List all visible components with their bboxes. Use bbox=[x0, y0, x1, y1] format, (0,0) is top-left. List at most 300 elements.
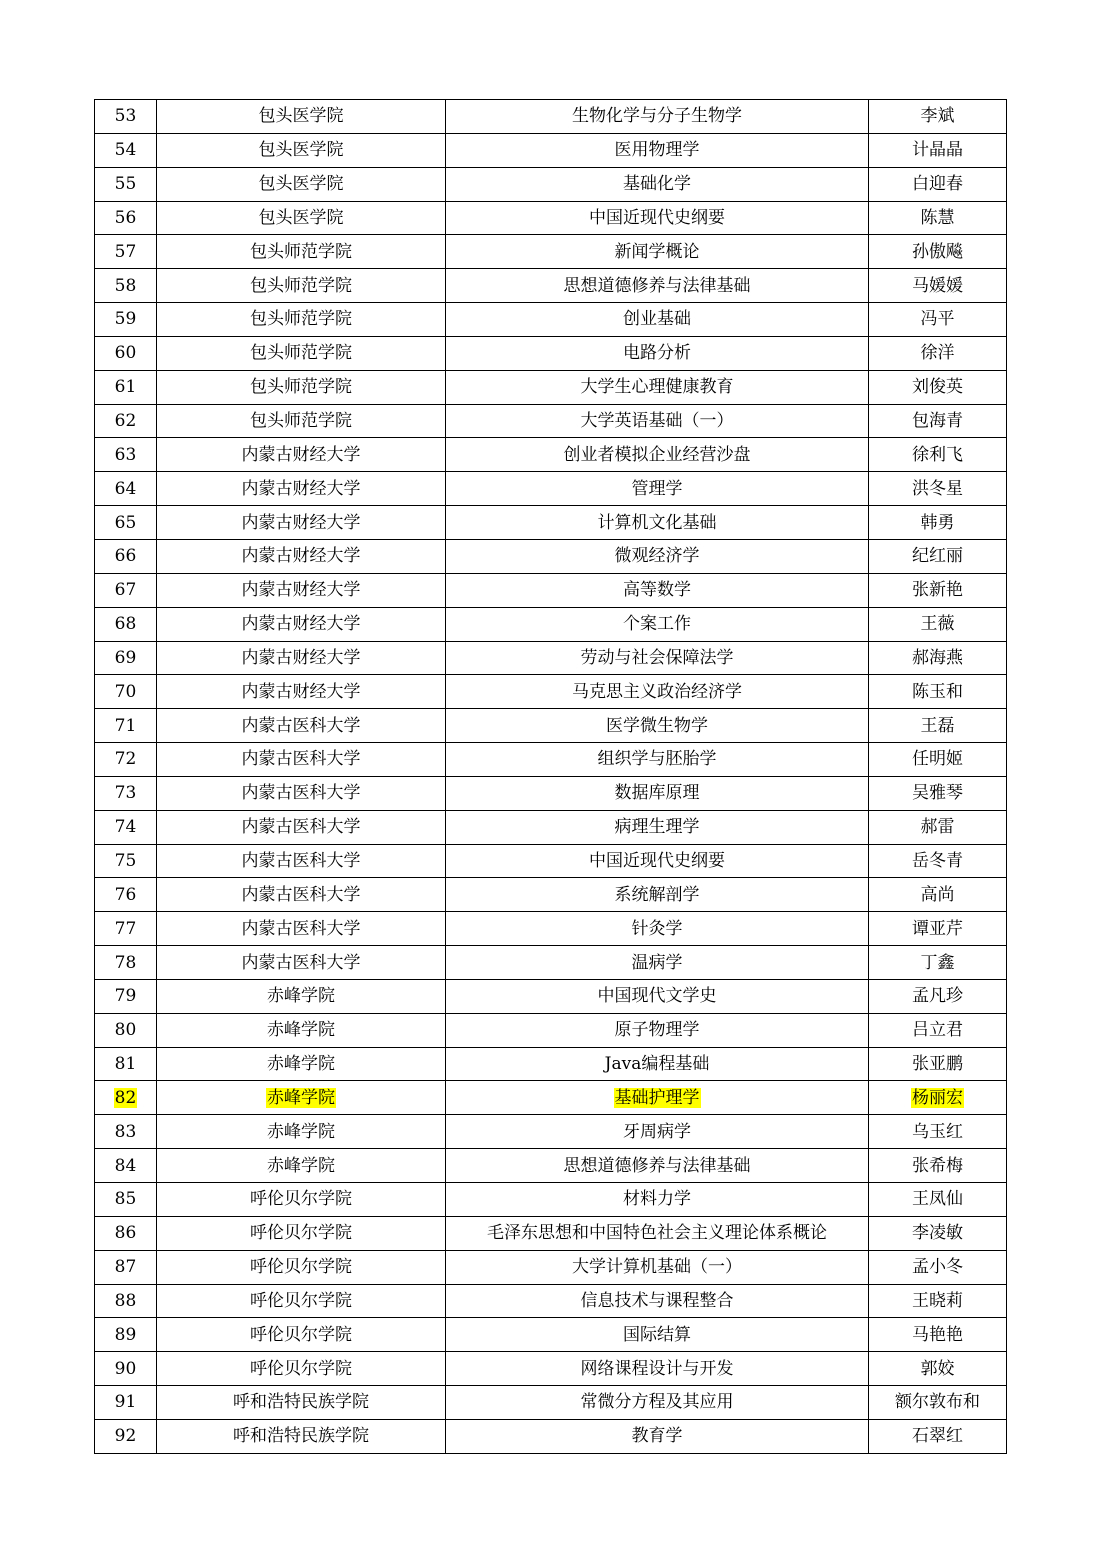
course-cell-text: 针灸学 bbox=[631, 918, 683, 939]
school-cell bbox=[157, 1352, 446, 1386]
school-cell-text: 呼伦贝尔学院 bbox=[250, 1223, 352, 1244]
school-cell-text: 内蒙古财经大学 bbox=[241, 546, 361, 567]
row-number-cell bbox=[95, 506, 157, 540]
row-number-cell bbox=[95, 810, 157, 844]
teacher-cell-text: 张新艳 bbox=[912, 580, 963, 601]
course-cell bbox=[446, 1216, 869, 1250]
school-cell-text: 呼伦贝尔学院 bbox=[250, 1257, 352, 1278]
school-cell bbox=[157, 167, 446, 201]
teacher-cell bbox=[869, 167, 1007, 201]
row-number-cell-text: 90 bbox=[114, 1358, 137, 1379]
row-number-cell-text: 78 bbox=[114, 952, 137, 973]
teacher-cell bbox=[869, 1352, 1007, 1386]
row-number-cell bbox=[95, 1149, 157, 1183]
teacher-cell-text: 包海青 bbox=[912, 411, 963, 432]
school-cell bbox=[157, 404, 446, 438]
school-cell bbox=[157, 776, 446, 810]
row-number-cell-text: 71 bbox=[114, 715, 137, 736]
teacher-cell bbox=[869, 641, 1007, 675]
teacher-cell bbox=[869, 133, 1007, 167]
table-row bbox=[95, 1183, 1007, 1217]
course-cell bbox=[446, 1183, 869, 1217]
course-cell bbox=[446, 1284, 869, 1318]
teacher-cell-text: 岳冬青 bbox=[912, 850, 963, 871]
course-cell bbox=[446, 641, 869, 675]
teacher-cell bbox=[869, 573, 1007, 607]
course-cell bbox=[446, 573, 869, 607]
course-cell bbox=[446, 472, 869, 506]
course-cell-text: 温病学 bbox=[631, 952, 683, 973]
row-number-cell bbox=[95, 1318, 157, 1352]
row-number-cell bbox=[95, 336, 157, 370]
teacher-cell bbox=[869, 370, 1007, 404]
course-cell bbox=[446, 1013, 869, 1047]
table-row bbox=[95, 607, 1007, 641]
course-cell bbox=[446, 336, 869, 370]
teacher-cell-text: 吕立君 bbox=[912, 1020, 963, 1041]
school-cell-text: 内蒙古财经大学 bbox=[241, 580, 361, 601]
school-cell bbox=[157, 133, 446, 167]
teacher-cell bbox=[869, 1183, 1007, 1217]
teacher-cell bbox=[869, 1216, 1007, 1250]
school-cell bbox=[157, 810, 446, 844]
teacher-cell bbox=[869, 404, 1007, 438]
teacher-cell-text: 张亚鹏 bbox=[912, 1054, 963, 1075]
course-cell bbox=[446, 1081, 869, 1115]
school-cell-text: 内蒙古医科大学 bbox=[241, 749, 361, 770]
course-cell bbox=[446, 1250, 869, 1284]
school-cell bbox=[157, 1081, 446, 1115]
school-cell-text: 内蒙古医科大学 bbox=[241, 918, 361, 939]
course-cell bbox=[446, 370, 869, 404]
teacher-cell bbox=[869, 844, 1007, 878]
table-body bbox=[95, 100, 1007, 1454]
row-number-cell-text: 82 bbox=[114, 1087, 137, 1108]
table-row bbox=[95, 776, 1007, 810]
course-cell-text: 新闻学概论 bbox=[614, 241, 700, 262]
course-cell-text: 管理学 bbox=[631, 478, 683, 499]
teacher-cell bbox=[869, 1115, 1007, 1149]
row-number-cell-text: 64 bbox=[114, 478, 137, 499]
course-cell bbox=[446, 709, 869, 743]
table-row bbox=[95, 100, 1007, 134]
school-cell-text: 呼伦贝尔学院 bbox=[250, 1358, 352, 1379]
school-cell-text: 呼伦贝尔学院 bbox=[250, 1189, 352, 1210]
course-cell-text: 牙周病学 bbox=[623, 1121, 691, 1142]
course-cell bbox=[446, 810, 869, 844]
course-cell-text: 马克思主义政治经济学 bbox=[572, 681, 742, 702]
row-number-cell bbox=[95, 1352, 157, 1386]
teacher-cell bbox=[869, 1013, 1007, 1047]
school-cell-text: 赤峰学院 bbox=[267, 1020, 335, 1041]
teacher-cell-text: 额尔敦布和 bbox=[895, 1392, 980, 1413]
school-cell-text: 内蒙古医科大学 bbox=[241, 850, 361, 871]
table-row bbox=[95, 912, 1007, 946]
row-number-cell bbox=[95, 675, 157, 709]
school-cell-text: 包头师范学院 bbox=[250, 411, 352, 432]
row-number-cell bbox=[95, 235, 157, 269]
table-row bbox=[95, 201, 1007, 235]
row-number-cell-text: 59 bbox=[114, 309, 137, 330]
school-cell bbox=[157, 1216, 446, 1250]
school-cell-text: 包头医学院 bbox=[258, 174, 344, 195]
teacher-cell bbox=[869, 100, 1007, 134]
table-row bbox=[95, 336, 1007, 370]
course-cell bbox=[446, 1419, 869, 1453]
school-cell bbox=[157, 844, 446, 878]
teacher-cell-text: 韩勇 bbox=[920, 512, 955, 533]
row-number-cell bbox=[95, 1013, 157, 1047]
course-cell bbox=[446, 776, 869, 810]
row-number-cell bbox=[95, 133, 157, 167]
teacher-cell bbox=[869, 1149, 1007, 1183]
school-cell bbox=[157, 1047, 446, 1081]
course-cell bbox=[446, 539, 869, 573]
school-cell-text: 内蒙古医科大学 bbox=[241, 715, 361, 736]
row-number-cell bbox=[95, 743, 157, 777]
teacher-cell-text: 张希梅 bbox=[912, 1155, 963, 1176]
row-number-cell-text: 60 bbox=[114, 343, 137, 364]
course-cell bbox=[446, 235, 869, 269]
teacher-cell-text: 孟小冬 bbox=[912, 1257, 963, 1278]
table-row bbox=[95, 946, 1007, 980]
school-cell-text: 包头医学院 bbox=[258, 140, 344, 161]
school-cell bbox=[157, 912, 446, 946]
course-cell-text: 高等数学 bbox=[623, 580, 691, 601]
row-number-cell bbox=[95, 100, 157, 134]
course-cell-text: 思想道德修养与法律基础 bbox=[563, 275, 751, 296]
teacher-cell bbox=[869, 776, 1007, 810]
school-cell bbox=[157, 743, 446, 777]
teacher-cell-text: 高尚 bbox=[920, 884, 955, 905]
teacher-cell-text: 孟凡珍 bbox=[912, 986, 963, 1007]
row-number-cell-text: 67 bbox=[114, 580, 137, 601]
school-cell bbox=[157, 472, 446, 506]
teacher-cell bbox=[869, 438, 1007, 472]
course-cell bbox=[446, 1318, 869, 1352]
table-row bbox=[95, 539, 1007, 573]
teacher-cell bbox=[869, 1250, 1007, 1284]
school-cell-text: 内蒙古财经大学 bbox=[241, 512, 361, 533]
row-number-cell bbox=[95, 201, 157, 235]
course-cell bbox=[446, 1047, 869, 1081]
course-cell bbox=[446, 1149, 869, 1183]
school-cell-text: 赤峰学院 bbox=[267, 1155, 335, 1176]
course-cell-text: Java编程基础 bbox=[604, 1054, 710, 1075]
course-cell-text: 常微分方程及其应用 bbox=[580, 1392, 734, 1413]
table-row bbox=[95, 1216, 1007, 1250]
teacher-cell-text: 马媛媛 bbox=[912, 275, 963, 296]
course-cell-text: 基础护理学 bbox=[614, 1087, 700, 1108]
school-cell-text: 内蒙古医科大学 bbox=[241, 884, 361, 905]
row-number-cell-text: 55 bbox=[114, 174, 137, 195]
school-cell bbox=[157, 1318, 446, 1352]
table-row bbox=[95, 1081, 1007, 1115]
teacher-cell bbox=[869, 709, 1007, 743]
course-cell-text: 网络课程设计与开发 bbox=[580, 1358, 734, 1379]
course-cell bbox=[446, 1352, 869, 1386]
course-cell-text: 组织学与胚胎学 bbox=[597, 749, 717, 770]
teacher-cell bbox=[869, 946, 1007, 980]
teacher-cell-text: 纪红丽 bbox=[912, 546, 963, 567]
school-cell-text: 包头医学院 bbox=[258, 207, 344, 228]
teacher-cell-text: 谭亚芹 bbox=[912, 918, 963, 939]
school-cell-text: 包头师范学院 bbox=[250, 377, 352, 398]
school-cell-text: 内蒙古医科大学 bbox=[241, 817, 361, 838]
row-number-cell bbox=[95, 844, 157, 878]
course-cell bbox=[446, 201, 869, 235]
teacher-cell-text: 杨丽宏 bbox=[912, 1087, 963, 1108]
school-cell-text: 内蒙古医科大学 bbox=[241, 952, 361, 973]
row-number-cell bbox=[95, 776, 157, 810]
teacher-cell bbox=[869, 878, 1007, 912]
course-cell-text: 毛泽东思想和中国特色社会主义理论体系概论 bbox=[487, 1223, 827, 1244]
school-cell-text: 呼和浩特民族学院 bbox=[233, 1392, 369, 1413]
course-cell-text: 原子物理学 bbox=[614, 1020, 700, 1041]
teacher-cell bbox=[869, 675, 1007, 709]
table-row bbox=[95, 573, 1007, 607]
school-cell bbox=[157, 506, 446, 540]
row-number-cell-text: 70 bbox=[114, 681, 137, 702]
school-cell-text: 内蒙古财经大学 bbox=[241, 681, 361, 702]
school-cell bbox=[157, 1386, 446, 1420]
table-row bbox=[95, 472, 1007, 506]
teacher-cell bbox=[869, 472, 1007, 506]
teacher-cell-text: 王凤仙 bbox=[912, 1189, 963, 1210]
row-number-cell-text: 77 bbox=[114, 918, 137, 939]
row-number-cell-text: 86 bbox=[114, 1223, 137, 1244]
row-number-cell bbox=[95, 539, 157, 573]
course-cell-text: 基础化学 bbox=[623, 174, 691, 195]
teacher-cell-text: 冯平 bbox=[920, 309, 955, 330]
course-cell bbox=[446, 878, 869, 912]
course-cell-text: 材料力学 bbox=[623, 1189, 691, 1210]
table-row bbox=[95, 979, 1007, 1013]
row-number-cell-text: 88 bbox=[114, 1290, 137, 1311]
table-row bbox=[95, 1149, 1007, 1183]
course-cell bbox=[446, 675, 869, 709]
course-cell bbox=[446, 1115, 869, 1149]
row-number-cell bbox=[95, 1115, 157, 1149]
table-row bbox=[95, 1386, 1007, 1420]
row-number-cell-text: 56 bbox=[114, 207, 137, 228]
row-number-cell-text: 62 bbox=[114, 411, 137, 432]
teacher-cell bbox=[869, 979, 1007, 1013]
school-cell bbox=[157, 946, 446, 980]
table-row bbox=[95, 743, 1007, 777]
teacher-cell bbox=[869, 743, 1007, 777]
row-number-cell-text: 73 bbox=[114, 783, 137, 804]
school-cell bbox=[157, 269, 446, 303]
row-number-cell-text: 54 bbox=[114, 140, 137, 161]
teacher-cell bbox=[869, 269, 1007, 303]
school-cell bbox=[157, 1149, 446, 1183]
row-number-cell bbox=[95, 1284, 157, 1318]
teacher-cell-text: 郝海燕 bbox=[912, 647, 963, 668]
school-cell bbox=[157, 438, 446, 472]
row-number-cell-text: 76 bbox=[114, 884, 137, 905]
school-cell bbox=[157, 1013, 446, 1047]
school-cell bbox=[157, 675, 446, 709]
course-cell-text: 微观经济学 bbox=[614, 546, 700, 567]
table-row bbox=[95, 1250, 1007, 1284]
teacher-cell-text: 陈慧 bbox=[920, 207, 955, 228]
course-cell-text: 数据库原理 bbox=[614, 783, 700, 804]
teacher-cell-text: 吴雅琴 bbox=[912, 783, 963, 804]
course-cell-text: 个案工作 bbox=[623, 614, 691, 635]
course-cell bbox=[446, 133, 869, 167]
row-number-cell bbox=[95, 1216, 157, 1250]
teacher-cell-text: 白迎春 bbox=[912, 174, 963, 195]
teacher-cell-text: 任明姬 bbox=[912, 749, 963, 770]
row-number-cell-text: 92 bbox=[114, 1426, 137, 1447]
table-row bbox=[95, 235, 1007, 269]
teacher-cell bbox=[869, 235, 1007, 269]
school-cell bbox=[157, 539, 446, 573]
row-number-cell-text: 75 bbox=[114, 850, 137, 871]
row-number-cell-text: 87 bbox=[114, 1257, 137, 1278]
teacher-cell-text: 王晓莉 bbox=[912, 1290, 963, 1311]
table-row bbox=[95, 438, 1007, 472]
school-cell-text: 包头师范学院 bbox=[250, 309, 352, 330]
course-cell-text: 医学微生物学 bbox=[606, 715, 708, 736]
teacher-cell bbox=[869, 303, 1007, 337]
row-number-cell bbox=[95, 1250, 157, 1284]
teacher-cell bbox=[869, 1081, 1007, 1115]
school-cell-text: 包头师范学院 bbox=[250, 241, 352, 262]
course-cell-text: 病理生理学 bbox=[614, 817, 700, 838]
teacher-cell-text: 计晶晶 bbox=[912, 140, 963, 161]
course-cell-text: 计算机文化基础 bbox=[597, 512, 717, 533]
teacher-cell bbox=[869, 336, 1007, 370]
row-number-cell bbox=[95, 303, 157, 337]
school-cell-text: 呼和浩特民族学院 bbox=[233, 1426, 369, 1447]
table-row bbox=[95, 1284, 1007, 1318]
row-number-cell bbox=[95, 1047, 157, 1081]
table-row bbox=[95, 133, 1007, 167]
school-cell-text: 内蒙古财经大学 bbox=[241, 444, 361, 465]
teacher-cell-text: 刘俊英 bbox=[912, 377, 963, 398]
school-cell bbox=[157, 1284, 446, 1318]
row-number-cell-text: 72 bbox=[114, 749, 137, 770]
teacher-cell-text: 马艳艳 bbox=[912, 1324, 963, 1345]
course-cell-text: 医用物理学 bbox=[614, 140, 700, 161]
teacher-cell bbox=[869, 1318, 1007, 1352]
school-cell-text: 内蒙古财经大学 bbox=[241, 478, 361, 499]
row-number-cell bbox=[95, 641, 157, 675]
row-number-cell bbox=[95, 472, 157, 506]
school-cell bbox=[157, 100, 446, 134]
teacher-cell bbox=[869, 607, 1007, 641]
row-number-cell bbox=[95, 404, 157, 438]
school-cell-text: 呼伦贝尔学院 bbox=[250, 1324, 352, 1345]
row-number-cell bbox=[95, 167, 157, 201]
teacher-cell bbox=[869, 1047, 1007, 1081]
course-cell-text: 思想道德修养与法律基础 bbox=[563, 1155, 751, 1176]
course-cell-text: 大学英语基础（一） bbox=[580, 411, 734, 432]
school-cell-text: 呼伦贝尔学院 bbox=[250, 1290, 352, 1311]
teacher-cell-text: 郭姣 bbox=[920, 1358, 955, 1379]
table-row bbox=[95, 167, 1007, 201]
row-number-cell-text: 66 bbox=[114, 546, 137, 567]
teacher-cell bbox=[869, 810, 1007, 844]
row-number-cell-text: 61 bbox=[114, 377, 137, 398]
teacher-cell bbox=[869, 1386, 1007, 1420]
school-cell-text: 赤峰学院 bbox=[267, 1121, 335, 1142]
table-row bbox=[95, 641, 1007, 675]
course-cell bbox=[446, 404, 869, 438]
course-cell-text: 系统解剖学 bbox=[614, 884, 700, 905]
row-number-cell bbox=[95, 912, 157, 946]
table-row bbox=[95, 370, 1007, 404]
school-cell-text: 包头师范学院 bbox=[250, 275, 352, 296]
school-cell-text: 赤峰学院 bbox=[267, 1087, 335, 1108]
school-cell bbox=[157, 201, 446, 235]
table-row bbox=[95, 269, 1007, 303]
course-cell-text: 国际结算 bbox=[623, 1324, 691, 1345]
school-cell bbox=[157, 1419, 446, 1453]
course-cell bbox=[446, 912, 869, 946]
row-number-cell bbox=[95, 573, 157, 607]
table-row bbox=[95, 1352, 1007, 1386]
school-cell-text: 赤峰学院 bbox=[267, 986, 335, 1007]
teacher-cell-text: 徐洋 bbox=[920, 343, 955, 364]
teacher-cell-text: 王磊 bbox=[920, 715, 955, 736]
row-number-cell-text: 63 bbox=[114, 444, 137, 465]
course-cell-text: 电路分析 bbox=[623, 343, 691, 364]
row-number-cell-text: 57 bbox=[114, 241, 137, 262]
row-number-cell bbox=[95, 438, 157, 472]
row-number-cell bbox=[95, 1386, 157, 1420]
row-number-cell-text: 83 bbox=[114, 1121, 137, 1142]
school-cell-text: 内蒙古财经大学 bbox=[241, 647, 361, 668]
course-cell-text: 大学计算机基础（一） bbox=[572, 1257, 742, 1278]
teacher-cell-text: 乌玉红 bbox=[912, 1121, 963, 1142]
row-number-cell-text: 85 bbox=[114, 1189, 137, 1210]
row-number-cell bbox=[95, 1183, 157, 1217]
school-cell bbox=[157, 641, 446, 675]
row-number-cell bbox=[95, 269, 157, 303]
table-row bbox=[95, 1318, 1007, 1352]
teacher-cell-text: 孙傲飚 bbox=[912, 241, 963, 262]
row-number-cell-text: 79 bbox=[114, 986, 137, 1007]
teacher-cell-text: 丁鑫 bbox=[920, 952, 955, 973]
school-cell bbox=[157, 709, 446, 743]
course-cell bbox=[446, 607, 869, 641]
table-row bbox=[95, 1115, 1007, 1149]
course-cell bbox=[446, 743, 869, 777]
row-number-cell bbox=[95, 946, 157, 980]
teacher-cell bbox=[869, 201, 1007, 235]
teacher-cell bbox=[869, 912, 1007, 946]
course-cell bbox=[446, 506, 869, 540]
course-cell-text: 中国近现代史纲要 bbox=[589, 207, 725, 228]
teacher-cell-text: 李斌 bbox=[920, 106, 955, 127]
school-cell bbox=[157, 1183, 446, 1217]
row-number-cell bbox=[95, 1419, 157, 1453]
school-cell bbox=[157, 303, 446, 337]
school-cell bbox=[157, 979, 446, 1013]
course-list-table bbox=[94, 99, 1007, 1454]
row-number-cell-text: 74 bbox=[114, 817, 137, 838]
row-number-cell bbox=[95, 1081, 157, 1115]
course-cell-text: 创业者模拟企业经营沙盘 bbox=[563, 444, 751, 465]
teacher-cell-text: 洪冬星 bbox=[912, 478, 963, 499]
school-cell-text: 包头师范学院 bbox=[250, 343, 352, 364]
teacher-cell bbox=[869, 539, 1007, 573]
school-cell-text: 内蒙古医科大学 bbox=[241, 783, 361, 804]
teacher-cell bbox=[869, 506, 1007, 540]
